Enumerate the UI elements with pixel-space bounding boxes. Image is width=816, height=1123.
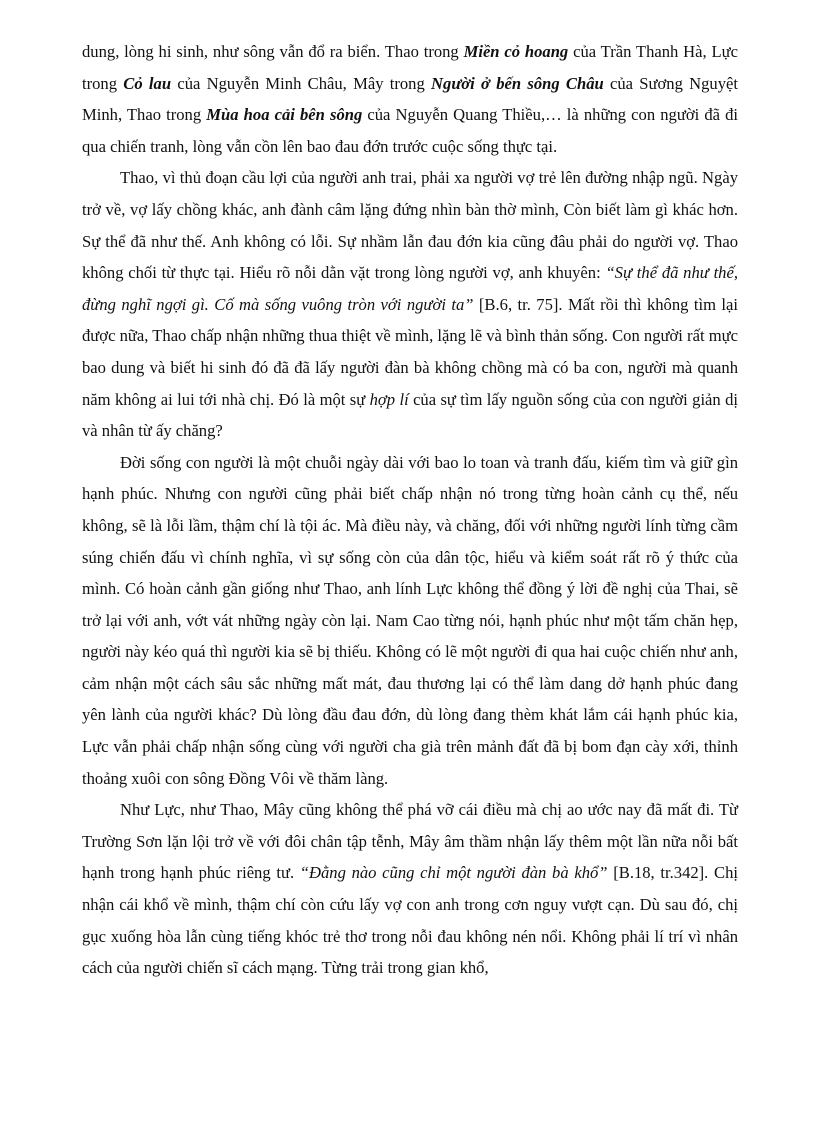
text-run: của sự tìm lấy nguồn sống của con người giản dị và nhân từ ấy chăng?	[82, 389, 739, 441]
emphasis: hợp lí	[369, 389, 409, 409]
text-run: [B.18, tr.342]. Chị nhận cái khổ về mình, thậm chí còn cứu lấy vợ con anh trong cơn nguy vượt cạn. Dù sau đó, chị gục xuống hòa lẫn cùng tiếng khóc trẻ thơ trong nỗi đau không nén nổi. Không phải lí trí vì nhân cách của người chiến sĩ cách mạng. Từng trải trong gian khổ,	[82, 863, 738, 978]
work-title-mua-hoa-cai-ben-song: Mùa hoa cải bên sông	[206, 105, 363, 125]
text-run: Đời sống con người là một chuỗi ngày dài với bao lo toan và tranh đấu, kiếm tìm và giữ gìn hạnh phúc. Nhưng con người cũng phải biết chấp nhận nó trong từng hoàn cảnh cụ thể, nếu không, sẽ là lỗi lầm, thậm chí là tội ác. Mà điều này, và chăng, đối với những người lính từng cầm súng chiến đấu vì chính nghĩa, vì sự sống còn của dân tộc, hiểu và kiểm soát rất rõ ý thức của mình. Có hoàn cảnh gần giống như Thao, anh lính Lực không thể đồng ý lời đề nghị của Thai, sẽ trở lại với anh, vớt vát những ngày còn lại. Nam Cao từng nói, hạnh phúc như một tấm chăn hẹp, người này kéo quá thì người kia sẽ bị thiếu. Không có lẽ một người đi qua hai cuộc chiến như anh, cảm nhận một cách sâu sắc những mất mát, đau thương lại có thể làm dang dở hạnh phúc đang yên lành của người khác? Dù lòng đầu đau đớn, dù lòng đang thèm khát lắm cái hạnh phúc kia, Lực vẫn phải chấp nhận sống cùng với người cha già trên mảnh đất đã bị bom đạn cày xới, thỉnh thoảng xuôi con sông Đồng Vôi về thăm làng.	[82, 452, 738, 788]
text-run: [B.6, tr. 75]. Mất rồi thì không tìm lại được nữa, Thao chấp nhận những thua thiệt về mình, lặng lẽ và bình thản sống. Con người rất mực bao dung và biết hi sinh đó đã đã lấy người đàn bà không chồng mà có ba con, người mà quanh năm không ai lui tới nhà chị. Đó là một sự	[82, 294, 738, 409]
quotation: “Đằng nào cũng chỉ một người đàn bà khổ”	[299, 863, 608, 883]
quotation: “Sự thể đã như thế, đừng nghĩ ngợi gì. Cố mà sống vuông tròn với người ta”	[82, 263, 738, 314]
text-run: của Sương Nguyệt Minh, Thao trong	[82, 73, 738, 125]
text-run: dung, lòng hi sinh, như sông vẫn đổ ra biển. Thao trong	[82, 42, 464, 61]
work-title-nguoi-o-ben-song-chau: Người ở bến sông Châu	[431, 73, 604, 93]
paragraph-1	[82, 36, 738, 162]
text-run: của Nguyễn Quang Thiều,… là những con người đã đi qua chiến tranh, lòng vẫn cồn lên bao đau đớn trước cuộc sống thực tại.	[82, 105, 739, 156]
paragraph-2	[82, 162, 738, 446]
text-run: Thao, vì thủ đoạn cầu lợi của người anh trai, phải xa người vợ trẻ lên đường nhập ngũ. Ngày trở về, vợ lấy chồng khác, anh đành câm lặng đứng nhìn bàn thờ mình, Còn biết làm gì khác hơn. Sự thể đã như thế. Anh không có lỗi. Sự nhầm lẫn đau đớn kia cũng đâu phải do người vợ. Thao không chối từ thực tại. Hiểu rõ nỗi dằn vặt trong lòng người vợ, anh khuyên:	[82, 168, 738, 283]
work-title-co-lau: Cỏ lau	[123, 73, 172, 93]
text-run: Như Lực, như Thao, Mây cũng không thể phá vỡ cái điều mà chị ao ước nay đã mất đi. Từ Trường Sơn lặn lội trở về với đôi chân tập tễnh, Mây âm thầm nhận lấy thêm một lần nữa nỗi bất hạnh trong hạnh phúc riêng tư.	[82, 800, 738, 883]
document-page	[82, 36, 738, 984]
work-title-mien-co-hoang: Miền cỏ hoang	[463, 42, 569, 61]
paragraph-4	[82, 794, 738, 984]
text-run: của Trần Thanh Hà, Lực trong	[82, 42, 738, 93]
text-run: của Nguyễn Minh Châu, Mây trong	[171, 73, 432, 93]
paragraph-3	[82, 447, 738, 795]
